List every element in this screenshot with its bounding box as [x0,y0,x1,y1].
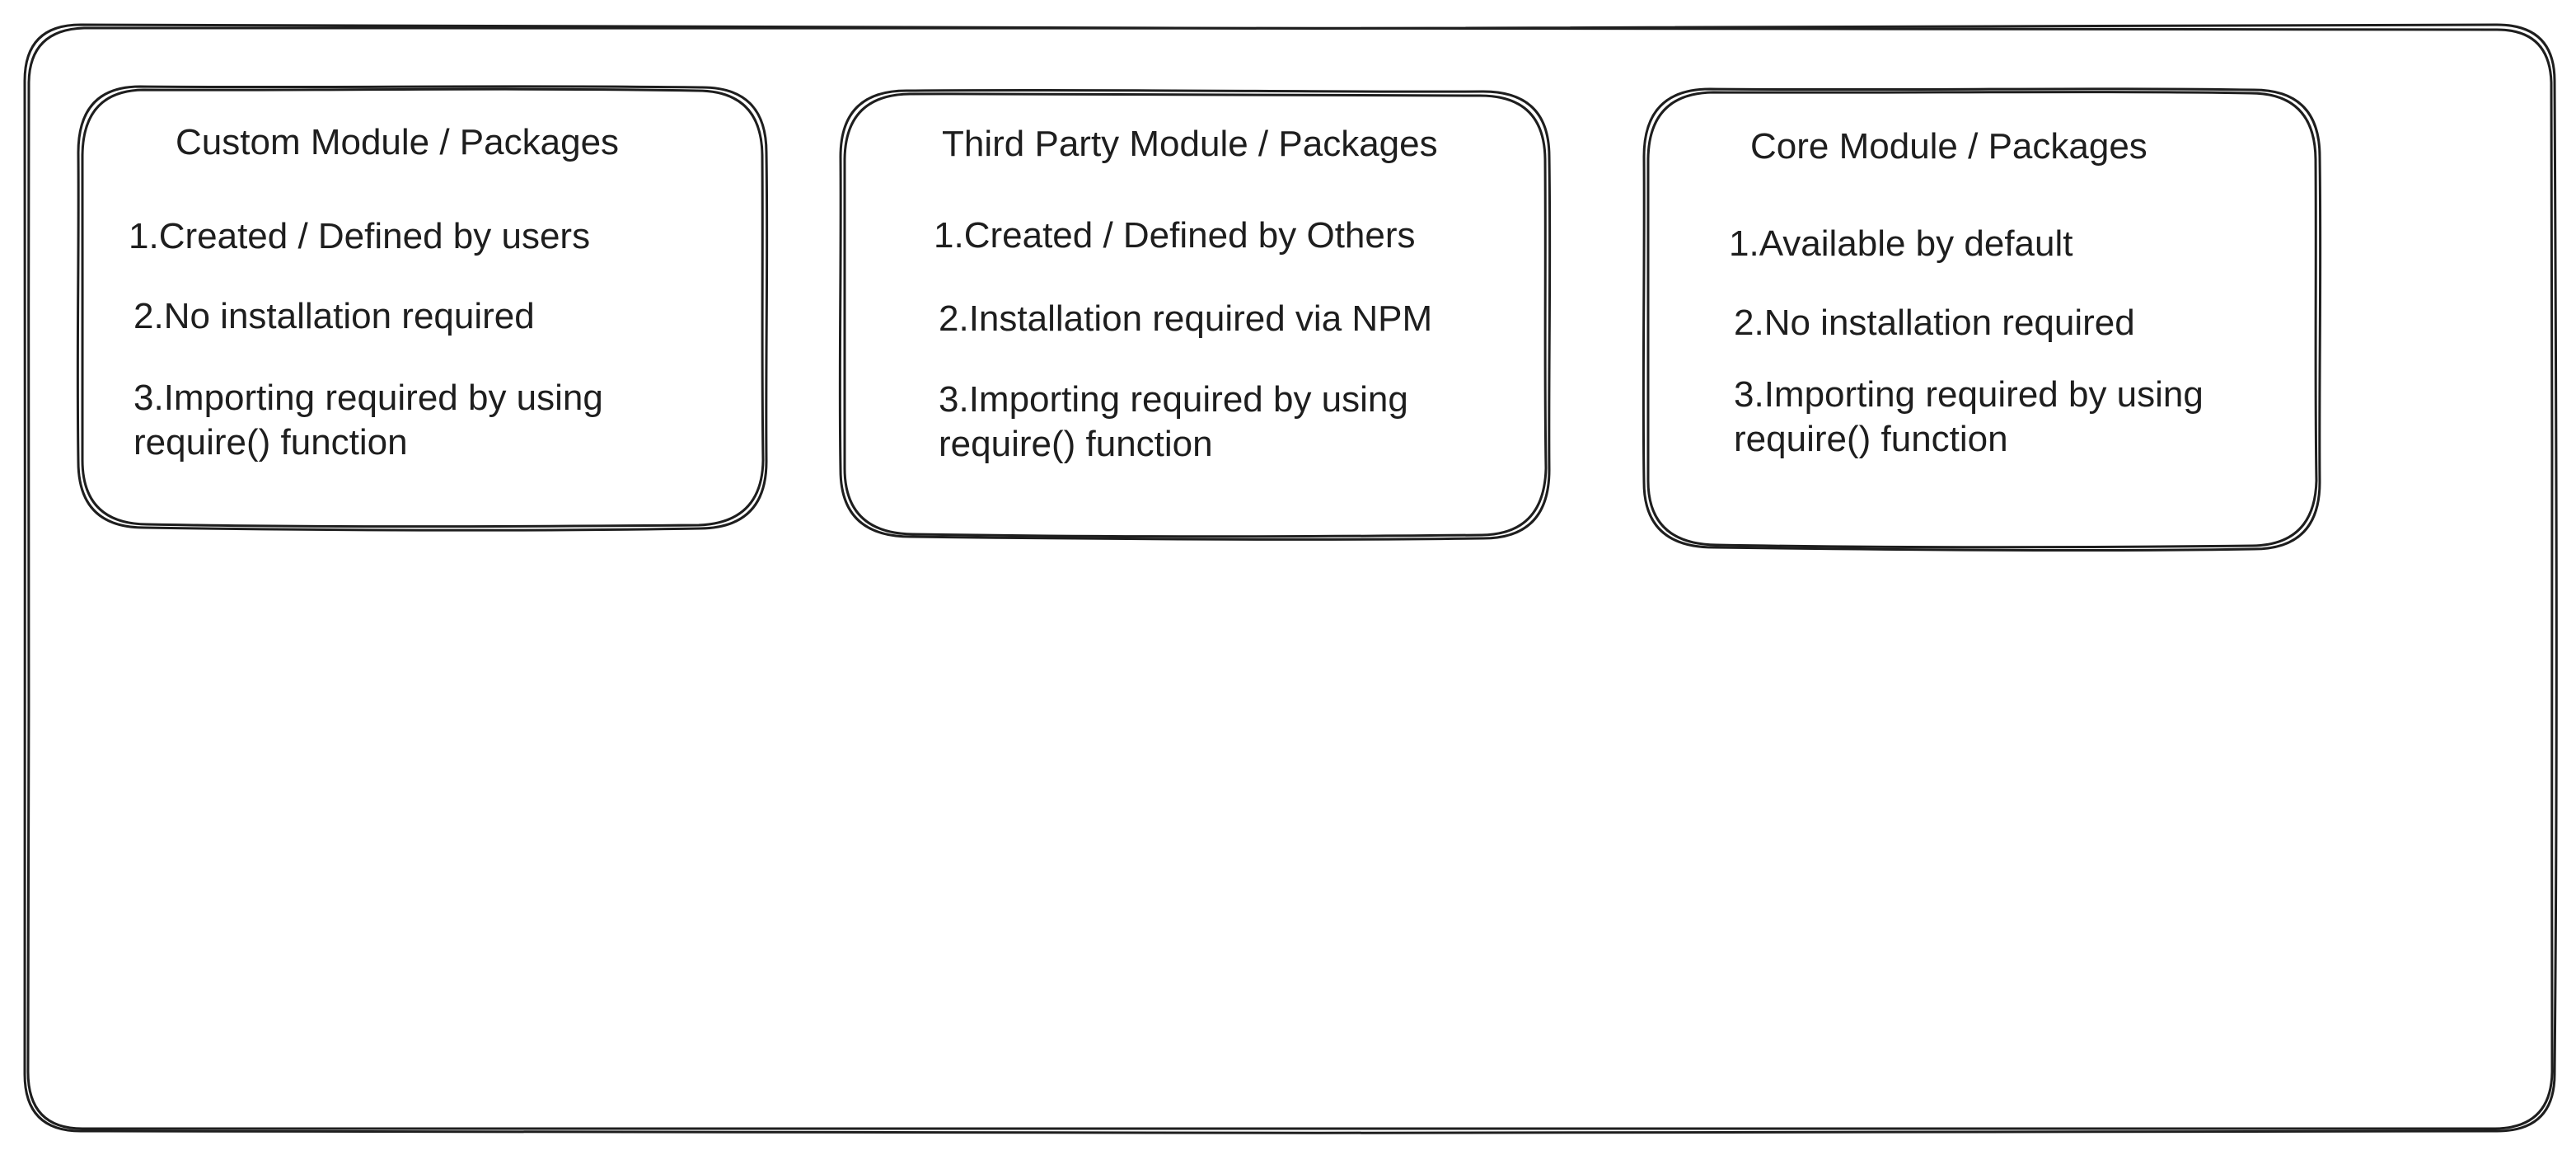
card-item-third-party-3-continued: require() function [939,424,1213,464]
card-item-third-party-2: 2.Installation required via NPM [939,298,1433,339]
card-title-third-party-module: Third Party Module / Packages [942,124,1438,164]
card-item-custom-3-continued: require() function [133,422,408,462]
card-item-custom-1: 1.Created / Defined by users [129,216,591,256]
card-item-third-party-1: 1.Created / Defined by Others [934,215,1416,256]
card-item-core-3: 3.Importing required by using [1734,374,2204,415]
card-title-custom-module: Custom Module / Packages [176,122,620,162]
card-item-core-1: 1.Available by default [1729,223,2073,264]
card-item-core-3-continued: require() function [1734,419,2008,459]
card-item-core-2: 2.No installation required [1734,303,2135,343]
card-item-third-party-3: 3.Importing required by using [939,379,1408,420]
card-item-custom-2: 2.No installation required [133,296,535,336]
outer-container-frame [24,25,2556,1133]
card-title-core-module: Core Module / Packages [1750,126,2147,167]
card-item-custom-3: 3.Importing required by using [133,378,603,418]
